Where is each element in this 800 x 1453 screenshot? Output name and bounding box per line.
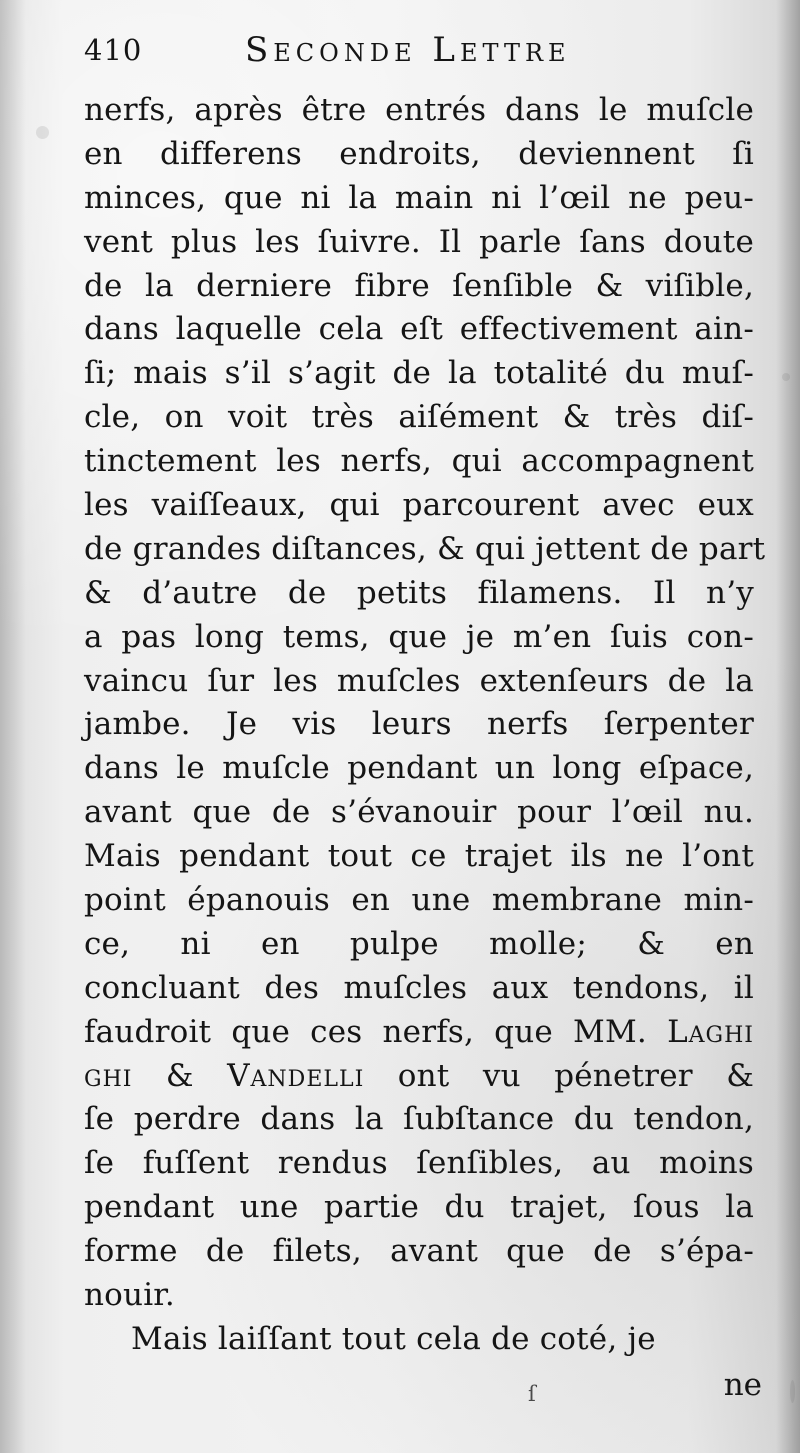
text-line: nouir. (84, 1277, 175, 1314)
text-line: ſi; mais s’il s’agit de la totalité du muſ- (84, 355, 754, 392)
text-line-with-name (84, 1011, 754, 1055)
text-line: point épanouis en une membrane min- (84, 882, 754, 919)
text-line: ce, ni en pulpe molle; & en (84, 925, 754, 962)
text-fragment: faudroit que ces nerfs, que MM. (84, 1013, 668, 1050)
text-line: concluant des muſcles aux tendons, il (84, 969, 754, 1006)
text-line: avant que de s’évanouir pour l’œil nu. (84, 794, 754, 831)
text-line: de grandes diſtances, & qui jettent de part (84, 530, 766, 567)
main-text (84, 89, 766, 1362)
text-line-with-names (84, 1055, 754, 1099)
left-page-shadow (0, 0, 26, 1453)
small-caps-name-fragment: ghi (84, 1057, 133, 1094)
text-line: de la derniere fibre ſenſible & viſible, (84, 267, 754, 304)
paper-mark (790, 1380, 795, 1403)
small-caps-name: Vandelli (227, 1057, 365, 1094)
text-line: vaincu ſur les muſcles extenſeurs de la (84, 662, 754, 699)
text-line: forme de filets, avant que de s’épa- (84, 1233, 754, 1270)
small-caps-name-fragment: Laghi (667, 1013, 754, 1050)
final-paragraph-line: Mais laiſſant tout cela de coté, je (131, 1320, 656, 1357)
text-line: cle, on voit très aiſément & très diſ- (84, 399, 754, 436)
text-line: dans laquelle cela eſt effectivement ain- (84, 311, 754, 348)
text-line: nerfs, après être entrés dans le muſcle (84, 92, 754, 128)
paper-speck (782, 373, 790, 381)
page-header (84, 29, 734, 83)
text-line: ſe perdre dans la ſubſtance du tendon, (84, 1101, 754, 1138)
text-line: pendant une partie du trajet, ſous la (84, 1189, 754, 1226)
text-line: minces, que ni la main ni l’œil ne peu- (84, 179, 754, 216)
text-line: vent plus les ſuivre. Il parle ſans doute (84, 223, 754, 260)
text-line: tinctement les nerfs, qui accompagnent (84, 443, 754, 480)
running-title: Seconde Lettre (245, 30, 571, 70)
text-fragment: & (132, 1057, 228, 1094)
text-line: jambe. Je vis leurs nerfs ſerpenter (84, 706, 754, 743)
text-line: ſe fuſſent rendus ſenſibles, au moins (84, 1145, 754, 1182)
signature-mark: ſ (528, 1382, 536, 1406)
text-line: les vaiſſeaux, qui parcourent avec eux (84, 487, 754, 524)
text-line: & d’autre de petits filamens. Il n’y (84, 574, 754, 611)
text-line: en differens endroits, deviennent ſi (84, 135, 754, 172)
text-line: a pas long tems, que je m’en ſuis con- (84, 618, 754, 655)
page-number: 410 (84, 33, 143, 67)
text-line: dans le muſcle pendant un long eſpace, (84, 750, 754, 787)
catchword: ne (723, 1367, 762, 1403)
text-fragment: ont vu pénetrer & (364, 1057, 754, 1094)
paper-speck (36, 126, 49, 139)
text-line: Mais pendant tout ce trajet ils ne l’ont (84, 838, 754, 875)
right-page-shadow (776, 0, 800, 1453)
